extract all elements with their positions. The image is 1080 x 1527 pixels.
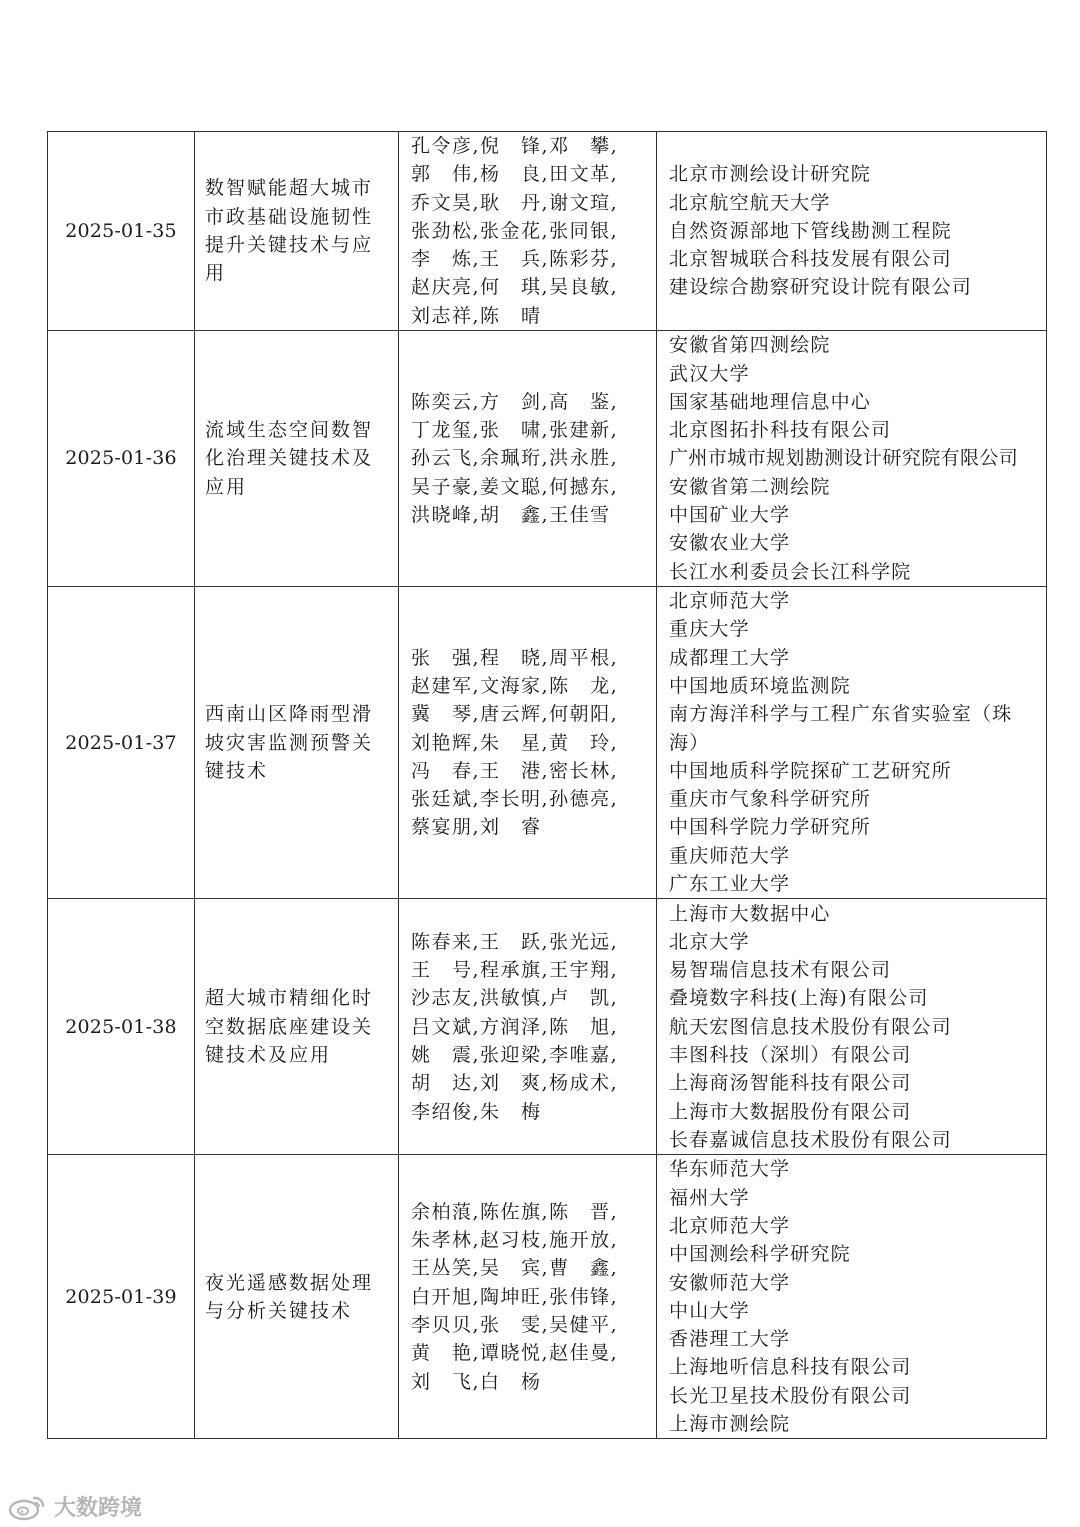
member-line: 张劲松,张金花,张同银, bbox=[411, 219, 619, 242]
member-line: 孔令彦,倪 锋,邓 攀, bbox=[411, 135, 619, 157]
watermark bbox=[8, 1491, 142, 1522]
table-row bbox=[48, 587, 1047, 899]
organization-line: 重庆市气象科学研究所 bbox=[669, 788, 872, 811]
member-line: 丁龙玺,张 啸,张建新, bbox=[411, 419, 619, 442]
organization-line: 成都理工大学 bbox=[669, 646, 791, 669]
project-id: 2025-01-39 bbox=[48, 1155, 195, 1439]
organization-line: 国家基础地理信息中心 bbox=[669, 390, 872, 413]
member-line: 赵庆亮,何 琪,吴良敏, bbox=[411, 276, 619, 299]
member-line: 张 强,程 晓,周平根, bbox=[411, 646, 619, 669]
project-id: 2025-01-35 bbox=[48, 132, 195, 331]
table-row bbox=[48, 331, 1047, 587]
project-organizations bbox=[657, 899, 1047, 1155]
member-line: 张廷斌,李长明,孙德亮, bbox=[411, 788, 619, 811]
member-line: 陈奕云,方 剑,高 鉴, bbox=[411, 390, 619, 413]
project-organizations bbox=[657, 132, 1047, 331]
project-organizations bbox=[657, 587, 1047, 899]
project-title: 西南山区降雨型滑坡灾害监测预警关键技术 bbox=[195, 587, 399, 899]
organization-line: 中国矿业大学 bbox=[669, 504, 791, 527]
organization-line: 长春嘉诚信息技术股份有限公司 bbox=[669, 1128, 952, 1151]
organization-line: 广东工业大学 bbox=[669, 873, 791, 896]
awards-table-body bbox=[48, 132, 1047, 1439]
organization-line: 中国地质环境监测院 bbox=[669, 674, 851, 697]
organization-line: 安徽省第二测绘院 bbox=[669, 475, 831, 498]
table-row bbox=[48, 132, 1047, 331]
project-members bbox=[399, 331, 657, 587]
organization-line: 中国科学院力学研究所 bbox=[669, 816, 872, 839]
awards-table bbox=[47, 131, 1047, 1439]
project-members bbox=[399, 899, 657, 1155]
organization-line: 重庆大学 bbox=[669, 618, 750, 641]
member-line: 冯 春,王 港,密长林, bbox=[411, 759, 619, 782]
member-line: 洪晓峰,胡 鑫,王佳雪 bbox=[411, 504, 611, 527]
member-line: 蔡宴朋,刘 睿 bbox=[411, 816, 542, 839]
organization-line: 北京图拓扑科技有限公司 bbox=[669, 419, 892, 442]
project-organizations bbox=[657, 331, 1047, 587]
organization-line: 上海市测绘院 bbox=[669, 1413, 791, 1436]
member-line: 刘志祥,陈 晴 bbox=[411, 304, 542, 327]
organization-line: 丰图科技（深圳）有限公司 bbox=[669, 1043, 912, 1066]
member-line: 吕文斌,方润泽,陈 旭, bbox=[411, 1015, 619, 1038]
project-title: 数智赋能超大城市市政基础设施韧性提升关键技术与应用 bbox=[195, 132, 399, 331]
table-row bbox=[48, 1155, 1047, 1439]
watermark-text: 大数跨境 bbox=[54, 1496, 143, 1521]
project-members bbox=[399, 132, 657, 331]
organization-line: 航天宏图信息技术股份有限公司 bbox=[669, 1015, 952, 1038]
table-row bbox=[48, 899, 1047, 1155]
organization-line: 香港理工大学 bbox=[669, 1328, 791, 1351]
organization-line: 北京市测绘设计研究院 bbox=[669, 163, 872, 186]
organization-line: 自然资源部地下管线勘测工程院 bbox=[669, 219, 952, 242]
member-line: 沙志友,洪敏慎,卢 凯, bbox=[411, 987, 619, 1010]
member-line: 郭 伟,杨 良,田文革, bbox=[411, 163, 619, 186]
organization-line: 上海商汤智能科技有限公司 bbox=[669, 1072, 912, 1095]
member-line: 王丛笑,吴 宾,曹 鑫, bbox=[411, 1257, 619, 1280]
project-members bbox=[399, 1155, 657, 1439]
member-line: 胡 达,刘 爽,杨成术, bbox=[411, 1072, 619, 1095]
project-title: 流域生态空间数智化治理关键技术及应用 bbox=[195, 331, 399, 587]
member-line: 刘 飞,白 杨 bbox=[411, 1370, 542, 1393]
member-line: 黄 艳,谭晓悦,赵佳曼, bbox=[411, 1342, 619, 1365]
organization-line: 北京大学 bbox=[669, 930, 750, 953]
project-id: 2025-01-37 bbox=[48, 587, 195, 899]
member-line: 余柏蒗,陈佐旗,陈 晋, bbox=[411, 1200, 619, 1223]
member-line: 白开旭,陶坤旺,张伟锋, bbox=[411, 1285, 619, 1308]
organization-line: 华东师范大学 bbox=[669, 1158, 791, 1181]
organization-line: 北京师范大学 bbox=[669, 1214, 791, 1237]
organization-line: 安徽师范大学 bbox=[669, 1271, 791, 1294]
organization-line: 北京航空航天大学 bbox=[669, 191, 831, 214]
project-id: 2025-01-36 bbox=[48, 331, 195, 587]
organization-line: 广州市城市规划勘测设计研究院有限公司 bbox=[669, 447, 1019, 470]
member-line: 孙云飞,余珮珩,洪永胜, bbox=[411, 447, 619, 470]
organization-line: 长江水利委员会长江科学院 bbox=[669, 560, 912, 583]
project-id: 2025-01-38 bbox=[48, 899, 195, 1155]
organization-line: 武汉大学 bbox=[669, 362, 750, 385]
member-line: 王 号,程承旗,王宇翔, bbox=[411, 959, 619, 982]
member-line: 赵建军,文海家,陈 龙, bbox=[411, 674, 619, 697]
member-line: 吴子豪,姜文聪,何撼东, bbox=[411, 475, 619, 498]
organization-line: 建设综合勘察研究设计院有限公司 bbox=[669, 276, 973, 299]
member-line: 乔文昊,耿 丹,谢文瑄, bbox=[411, 191, 619, 214]
project-organizations bbox=[657, 1155, 1047, 1439]
member-line: 姚 震,张迎梁,李唯嘉, bbox=[411, 1043, 619, 1066]
organization-line: 中国测绘科学研究院 bbox=[669, 1243, 851, 1266]
member-line: 朱孝林,赵习枝,施开放, bbox=[411, 1229, 619, 1252]
organization-line: 上海地听信息科技有限公司 bbox=[669, 1356, 912, 1379]
member-line: 李 炼,王 兵,陈彩芬, bbox=[411, 248, 619, 271]
member-line: 李贝贝,张 雯,吴健平, bbox=[411, 1313, 619, 1336]
organization-line: 北京智城联合科技发展有限公司 bbox=[669, 248, 952, 271]
organization-line: 福州大学 bbox=[669, 1186, 750, 1209]
member-line: 刘艳辉,朱 星,黄 玲, bbox=[411, 731, 619, 754]
organization-line: 长光卫星技术股份有限公司 bbox=[669, 1384, 912, 1407]
organization-line: 安徽农业大学 bbox=[669, 532, 791, 555]
organization-line: 中国地质科学院探矿工艺研究所 bbox=[669, 759, 952, 782]
member-line: 陈春来,王 跃,张光远, bbox=[411, 930, 619, 953]
organization-line: 南方海洋科学与工程广东省实验室（珠海） bbox=[669, 703, 1013, 754]
organization-line: 中山大学 bbox=[669, 1299, 750, 1322]
organization-line: 易智瑞信息技术有限公司 bbox=[669, 959, 892, 982]
project-title: 夜光遥感数据处理与分析关键技术 bbox=[195, 1155, 399, 1439]
organization-line: 北京师范大学 bbox=[669, 590, 791, 613]
organization-line: 叠境数字科技(上海)有限公司 bbox=[669, 987, 929, 1010]
organization-line: 安徽省第四测绘院 bbox=[669, 334, 831, 357]
organization-line: 上海市大数据中心 bbox=[669, 902, 831, 925]
project-title: 超大城市精细化时空数据底座建设关键技术及应用 bbox=[195, 899, 399, 1155]
organization-line: 上海市大数据股份有限公司 bbox=[669, 1100, 912, 1123]
member-line: 冀 琴,唐云辉,何朝阳, bbox=[411, 703, 619, 726]
member-line: 李绍俊,朱 梅 bbox=[411, 1100, 542, 1123]
weibo-logo-icon bbox=[8, 1493, 48, 1521]
organization-line: 重庆师范大学 bbox=[669, 844, 791, 867]
project-members bbox=[399, 587, 657, 899]
